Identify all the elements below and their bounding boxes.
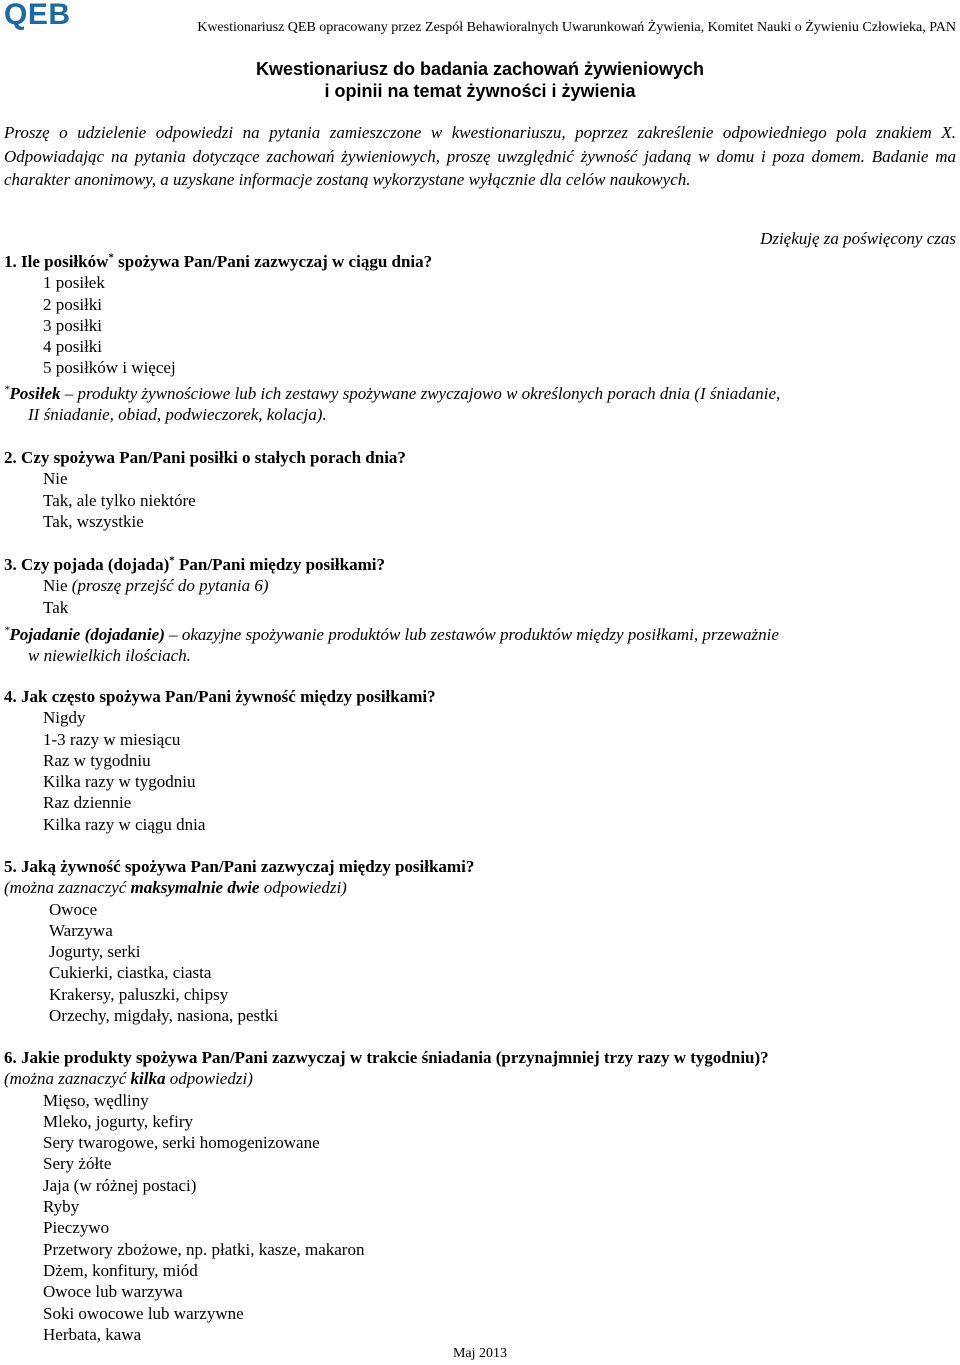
q5-option[interactable]: Cukierki, ciastka, ciasta [49,963,212,983]
question-3-title: 3. Czy pojada (dojada)* Pan/Pani między posiłkami? [4,554,385,574]
question-2-title: 2. Czy spożywa Pan/Pani posiłki o stałych porach dnia? [4,448,406,467]
q5-option[interactable]: Owoce [49,899,98,919]
q6-option[interactable]: Pieczywo [43,1218,110,1238]
question-2 [4,447,954,532]
q6-option[interactable]: Herbata, kawa [43,1324,142,1344]
q1-option[interactable]: 4 posiłki [43,337,103,357]
q2-option[interactable]: Tak, ale tylko niektóre [43,490,196,510]
question-3-options [43,575,954,618]
q6-option[interactable]: Sery żółte [43,1154,112,1174]
q6-option[interactable]: Soki owocowe lub warzywne [43,1303,244,1323]
question-4-title: 4. Jak często spożywa Pan/Pani żywność między posiłkami? [4,687,436,706]
question-1-footnote: *Posiłek – produkty żywnościowe lub ich zestawy spożywane zwyczajowo w określonych porach dnia (I śniadanie, II śniadanie, obiad, podwieczorek, kolacja). [4,383,781,425]
title-line-1: Kwestionariusz do badania zachowań żywieniowych [255,59,705,79]
q2-option[interactable]: Nie [43,469,68,489]
question-6-hint: (można zaznaczyć kilka odpowiedzi) [4,1069,253,1089]
question-5 [4,856,954,1026]
q5-option[interactable]: Orzechy, migdały, nasiona, pestki [49,1006,279,1026]
title-line-2: i opinii na temat żywności i żywienia [324,81,636,101]
question-6-title: 6. Jakie produkty spożywa Pan/Pani zazwyczaj w trakcie śniadania (przynajmniej trzy razy w tygodniu)? [4,1048,769,1067]
q6-option[interactable]: Przetwory zbożowe, np. płatki, kasze, makaron [43,1239,365,1259]
q5-option[interactable]: Jogurty, serki [49,942,141,962]
page-title [0,58,960,102]
q1-option[interactable]: 5 posiłków i więcej [43,358,176,378]
q6-option[interactable]: Owoce lub warzywa [43,1282,183,1302]
logo: QEB [4,0,71,31]
question-6 [4,1047,954,1345]
question-1-title: 1. Ile posiłków* spożywa Pan/Pani zazwyczaj w ciągu dnia? [4,251,433,271]
q1-option[interactable]: 2 posiłki [43,294,103,314]
q4-option[interactable]: Raz dziennie [43,793,132,813]
question-3-footnote: *Pojadanie (dojadanie) – okazyjne spożywanie produktów lub zestawów produktów między posiłkami, przeważnie w niewielkich ilościach. [4,624,779,666]
q6-option[interactable]: Dżem, konfitury, miód [43,1260,198,1280]
question-1 [4,251,954,426]
question-5-title: 5. Jaką żywność spożywa Pan/Pani zazwyczaj między posiłkami? [4,857,475,876]
question-4-options [43,707,954,835]
q6-option[interactable]: Jaja (w różnej postaci) [43,1175,197,1195]
question-1-options [43,272,954,378]
q3-option[interactable]: Nie (proszę przejść do pytania 6) [43,576,269,596]
intro-text: Proszę o udzielenie odpowiedzi na pytania zamieszczone w kwestionariuszu, poprzez zakreślenie odpowiedniego pola znakiem X. Odpowiadając na pytania dotyczące zachowań żywieniowych, proszę uwzględnić żywność jadaną w domu i poza domem. Badanie ma charakter anonimowy, a uzyskane informacje zostaną wykorzystane wyłącznie dla celów naukowych. [4,123,956,189]
q5-option[interactable]: Krakersy, paluszki, chipsy [49,984,229,1004]
q6-option[interactable]: Sery twarogowe, serki homogenizowane [43,1133,320,1153]
q4-option[interactable]: 1-3 razy w miesiącu [43,729,181,749]
q3-option[interactable]: Tak [43,597,69,617]
q1-option[interactable]: 3 posiłki [43,315,103,335]
question-4 [4,686,954,835]
page-footer-date: Maj 2013 [452,1346,508,1361]
q1-option[interactable]: 1 posiłek [43,273,105,293]
question-2-options [43,468,954,532]
q4-option[interactable]: Raz w tygodniu [43,750,151,770]
q5-option[interactable]: Warzywa [49,920,113,940]
q6-option[interactable]: Mleko, jogurty, kefiry [43,1111,193,1131]
q6-option[interactable]: Ryby [43,1197,80,1217]
q2-option[interactable]: Tak, wszystkie [43,511,144,531]
question-5-options [49,899,954,1027]
thanks-note: Dziękuję za poświęcony czas [760,229,956,248]
q4-option[interactable]: Kilka razy w tygodniu [43,772,196,792]
question-6-options [43,1090,954,1346]
q4-option[interactable]: Nigdy [43,708,86,728]
header-note: Kwestionariusz QEB opracowany przez Zespół Behawioralnych Uwarunkowań Żywienia, Komitet Nauki o Żywieniu Człowieka, PAN [197,20,956,35]
q6-option[interactable]: Mięso, wędliny [43,1090,149,1110]
question-3 [4,554,954,667]
q4-option[interactable]: Kilka razy w ciągu dnia [43,814,206,834]
question-5-hint: (można zaznaczyć maksymalnie dwie odpowiedzi) [4,878,347,898]
